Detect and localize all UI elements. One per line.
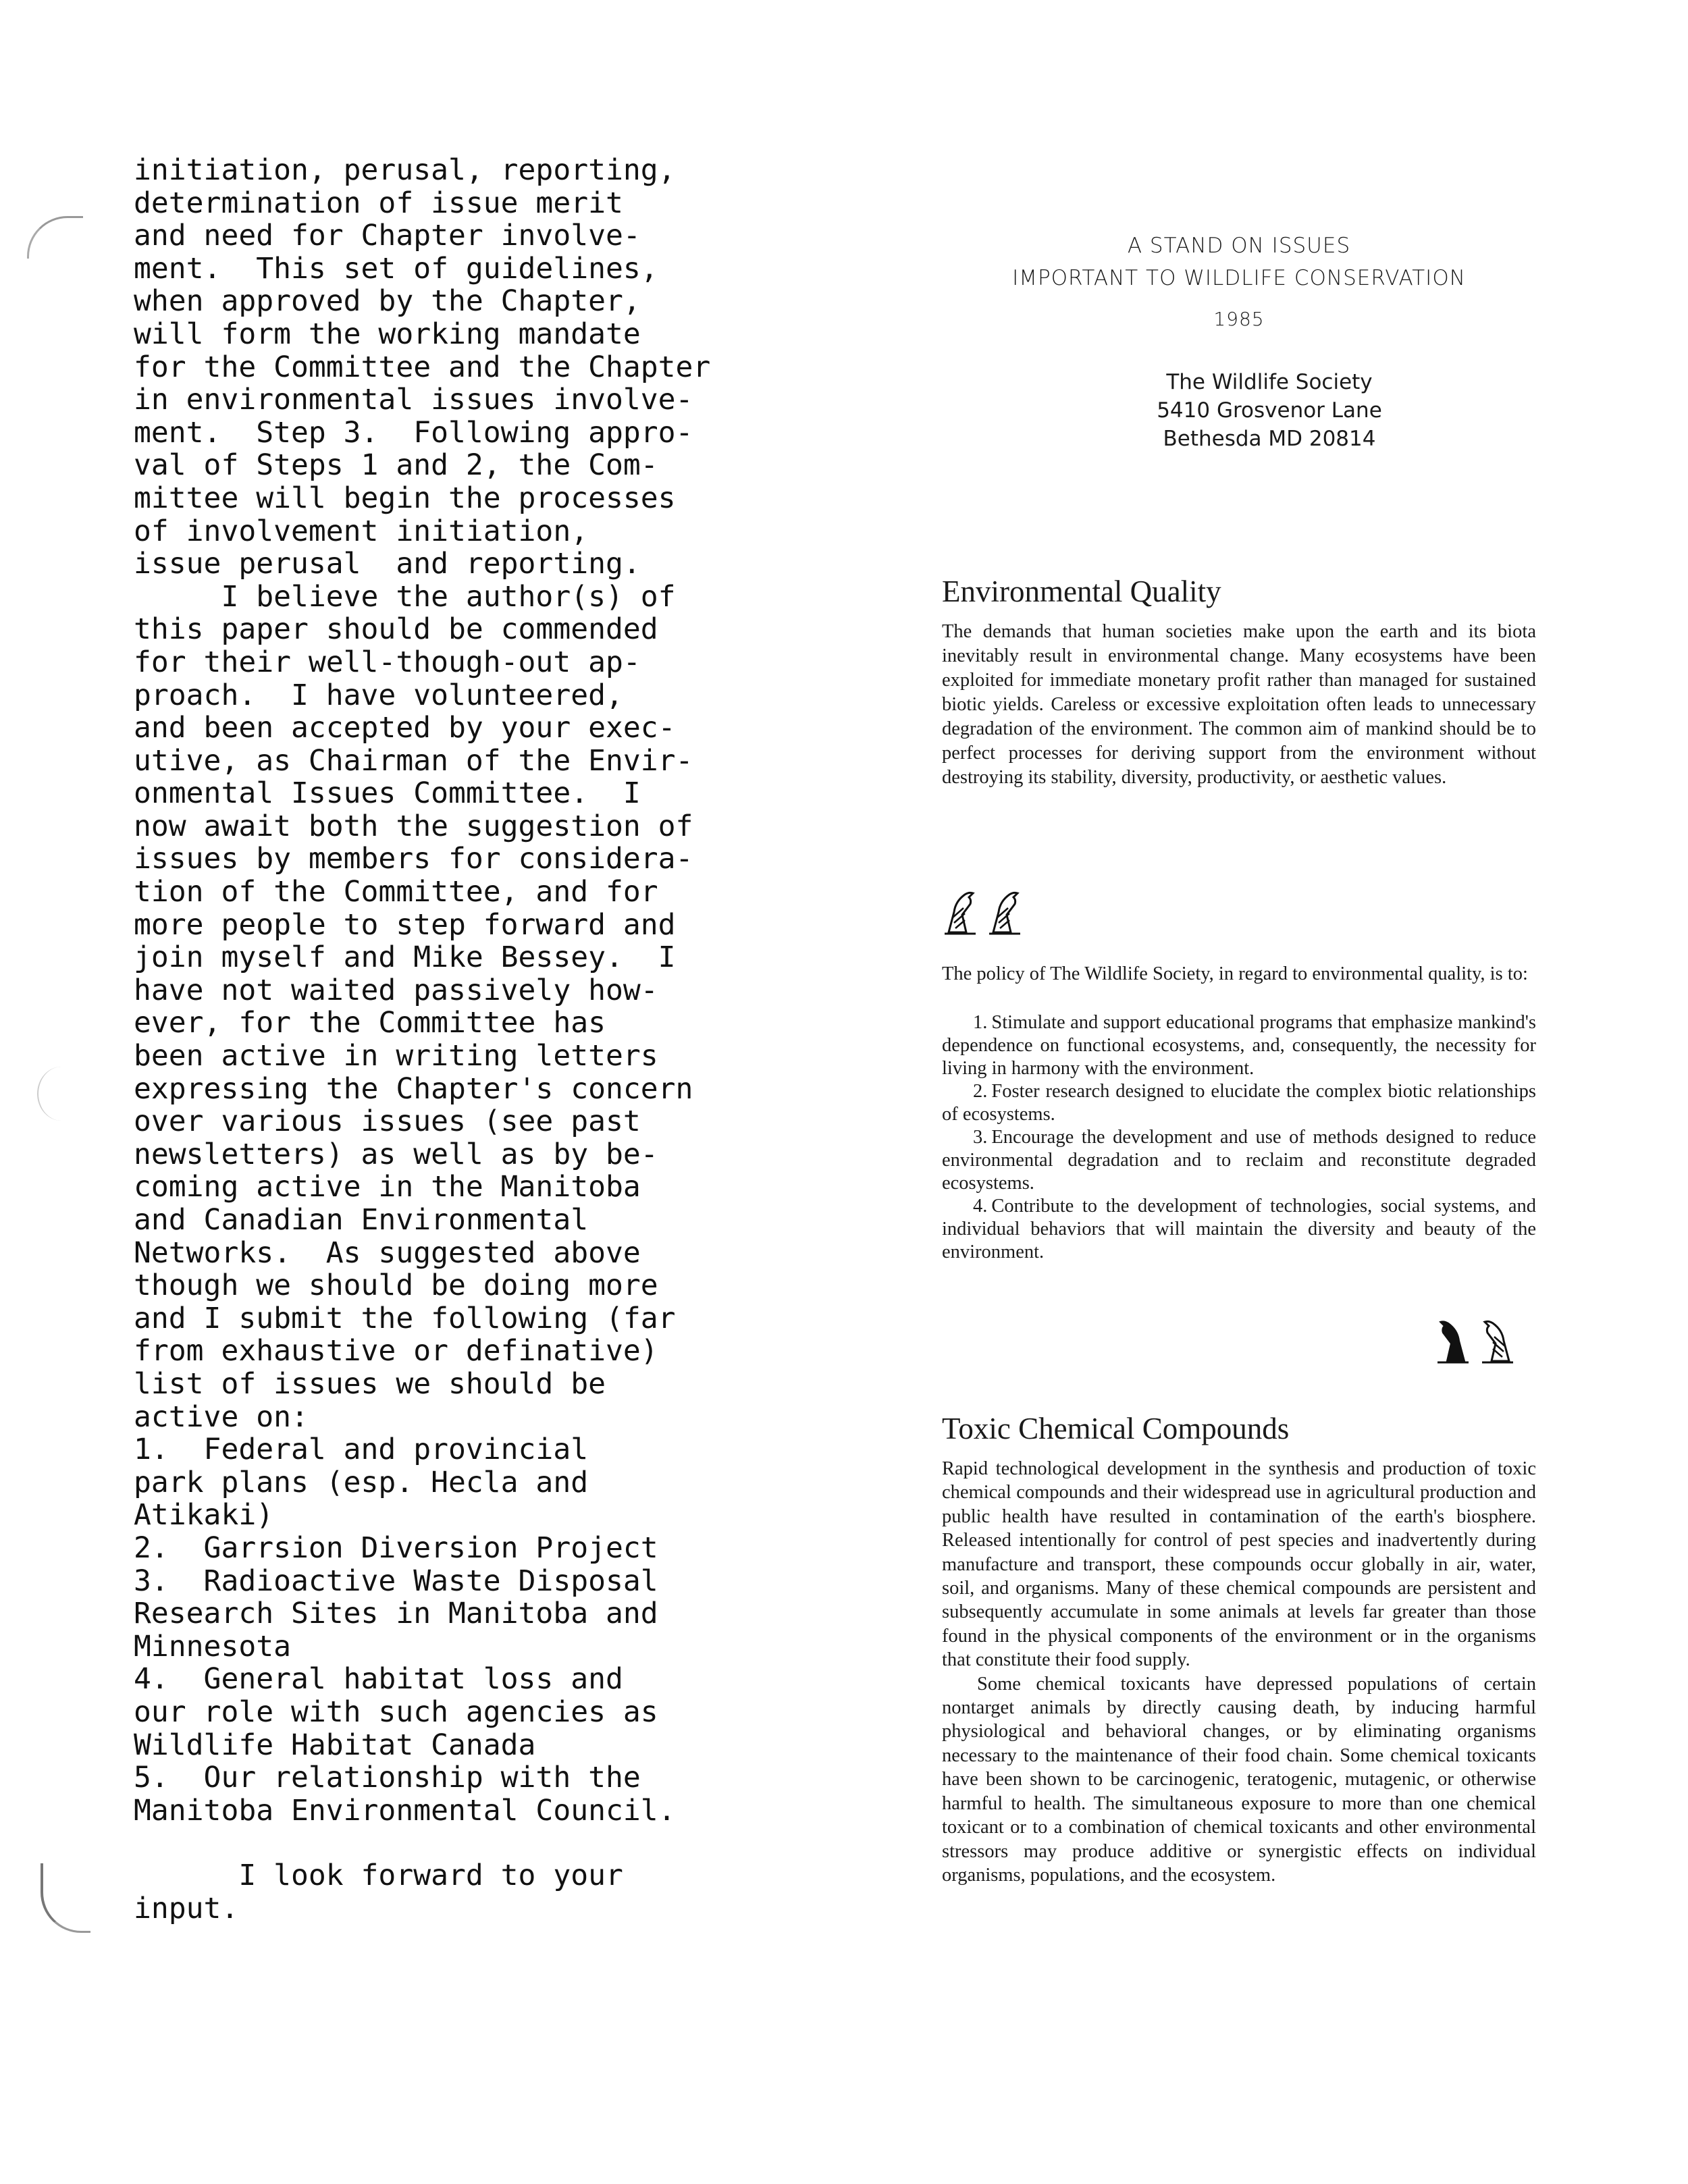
policy-item <box>942 1080 1536 1126</box>
letter-line: from exhaustive or definative) <box>134 1334 658 1368</box>
letter-line: over various issues (see past <box>134 1104 641 1139</box>
letter-line: for the Committee and the Chapter <box>134 350 711 384</box>
policy-item-text: Contribute to the development of technologies, social systems, and individual behaviors that will maintain the diversity and beauty of the environment. <box>942 1196 1536 1262</box>
letter-line: expressing the Chapter's concern <box>134 1071 693 1106</box>
masthead-line2: IMPORTANT TO WILDLIFE CONSERVATION <box>1012 266 1466 290</box>
letter-line: tion of the Committee, and for <box>134 875 658 909</box>
address-line: 5410 Grosvenor Lane <box>1157 398 1382 423</box>
letter-line: ment. Step 3. Following appro- <box>134 415 693 450</box>
letter-line: issues by members for considera- <box>134 842 693 876</box>
policy-intro: The policy of The Wildlife Society, in regard to environmental quality, is to: <box>942 963 1528 984</box>
letter-line: join myself and Mike Bessey. I <box>134 940 676 975</box>
letter-line: 2. Garrsion Diversion Project <box>134 1530 658 1565</box>
letter-line: onmental Issues Committee. I <box>134 776 641 811</box>
letter-line: list of issues we should be <box>134 1366 606 1401</box>
bird-logo-pair <box>942 888 1024 935</box>
letter-line: 5. Our relationship with the <box>134 1761 641 1795</box>
letter-column <box>134 154 822 1925</box>
letter-line: Research Sites in Manitoba and <box>134 1597 658 1631</box>
bird-logo-icon <box>986 888 1024 935</box>
letter-closing-line: input. <box>134 1891 239 1925</box>
address-line: The Wildlife Society <box>1166 370 1373 394</box>
letter-line: 3. Radioactive Waste Disposal <box>134 1564 658 1598</box>
letter-line: I believe the author(s) of <box>134 579 676 614</box>
letter-line: of involvement initiation, <box>134 514 589 548</box>
policy-item-number: 1. <box>973 1012 988 1033</box>
masthead <box>942 230 1536 330</box>
letter-line: and Canadian Environmental <box>134 1203 589 1237</box>
section-body-environmental-quality: The demands that human societies make upon the earth and its biota inevitably result in environmental change. Many ecosystems have been exploited for immediate monetary profit rather than managed for sustained biotic yields. Careless or excessive exploitation often leads to unnecessary degradation of the environment. The common aim of mankind should be to perfect processes for deriving support from the environment without destroying its stability, diversity, productivity, or aesthetic values. <box>942 621 1536 788</box>
letter-line: and I submit the following (far <box>134 1301 676 1335</box>
letter-line: coming active in the Manitoba <box>134 1170 641 1204</box>
policy-list <box>942 1011 1536 1264</box>
letter-line: for their well-though-out ap- <box>134 645 641 679</box>
letter-line: mittee will begin the processes <box>134 481 676 515</box>
letter-line: our role with such agencies as <box>134 1695 658 1729</box>
letter-line: will form the working mandate <box>134 317 641 351</box>
letter-line: Atikaki) <box>134 1498 274 1533</box>
letter-line: been active in writing letters <box>134 1039 658 1073</box>
section-body-toxic-para2: Some chemical toxicants have depressed populations of certain nontarget animals by directly causing death, by inducing harmful physiological and behavioral changes, or by eliminating organisms necessary to the maintenance of their food chain. Some chemical toxicants have been shown to be carcinogenic, teratogenic, mutagenic, or otherwise harmful to health. The simultaneous exposure to more than one chemical toxicant or to a combination of chemical toxicants and other environmental stressors may produce additive or synergistic effects on individual organisms, populations, and the ecosystem. <box>942 1673 1536 1886</box>
letter-line: have not waited passively how- <box>134 973 658 1007</box>
section-title-toxic-chemical-compounds: Toxic Chemical Compounds <box>942 1412 1290 1445</box>
letter-line: Wildlife Habitat Canada <box>134 1728 536 1762</box>
policy-item-text: Encourage the development and use of methods designed to reduce environmental degradation and to reclaim and reconstitute degraded ecosystems. <box>942 1127 1536 1194</box>
letter-line: in environmental issues involve- <box>134 383 693 417</box>
letter-closing <box>134 1859 822 1925</box>
letter-line: initiation, perusal, reporting, <box>134 153 676 187</box>
letter-line: Networks. As suggested above <box>134 1235 641 1270</box>
letter-line: and been accepted by your exec- <box>134 711 676 745</box>
section-body-toxic-para1: Rapid technological development in the synthesis and production of toxic chemical compounds and their widespread use in agricultural production and public health have resulted in contamination of the earth's biosphere. Released intentionally for control of pest species and inadvertently during manufacture and transport, these compounds occur globally in air, water, soil, and organisms. Many of these chemical compounds are persistent and subsequently accumulate in some animals at levels far greater than those found in the physical components of the environment or in the organisms that constitute their food supply. <box>942 1458 1536 1671</box>
letter-line: Manitoba Environmental Council. <box>134 1793 676 1828</box>
letter-line: now await both the suggestion of <box>134 809 693 843</box>
address-block <box>1003 368 1536 453</box>
punch-hole-mark <box>37 1067 86 1121</box>
letter-line: park plans (esp. Hecla and <box>134 1465 589 1499</box>
address-line: Bethesda MD 20814 <box>1163 427 1376 451</box>
letter-line: utive, as Chairman of the Envir- <box>134 743 693 778</box>
letter-line: ever, for the Committee has <box>134 1006 606 1040</box>
punch-hole-mark <box>41 1863 90 1933</box>
letter-line: 1. Federal and provincial <box>134 1433 589 1467</box>
bird-logo-pair <box>1433 1316 1516 1364</box>
letter-line: this paper should be commended <box>134 612 658 647</box>
bird-logo-icon <box>1433 1316 1471 1364</box>
letter-line: active on: <box>134 1400 309 1434</box>
letter-line: issue perusal and reporting. <box>134 547 641 581</box>
letter-line: ment. This set of guidelines, <box>134 251 658 286</box>
letter-body <box>134 154 822 1827</box>
bird-logo-icon <box>942 888 980 935</box>
punch-hole-mark <box>27 216 83 259</box>
letter-line: newsletters) as well as by be- <box>134 1137 658 1171</box>
policy-item-number: 2. <box>973 1081 988 1102</box>
policy-item-text: Stimulate and support educational programs that emphasize mankind's dependence on functional ecosystems, and, consequently, the necessity for living in harmony with the environment. <box>942 1012 1536 1079</box>
letter-line: determination of issue merit <box>134 186 623 220</box>
bird-logo-icon <box>1478 1316 1516 1364</box>
letter-line: more people to step forward and <box>134 907 676 942</box>
letter-line: when approved by the Chapter, <box>134 284 641 319</box>
letter-line: and need for Chapter involve- <box>134 219 641 253</box>
masthead-year: 1985 <box>1213 308 1265 330</box>
policy-item <box>942 1126 1536 1195</box>
policy-item-text: Foster research designed to elucidate the complex biotic relationships of ecosystems. <box>942 1081 1536 1125</box>
policy-item <box>942 1195 1536 1264</box>
letter-line: val of Steps 1 and 2, the Com- <box>134 448 658 483</box>
letter-closing-line: I look forward to your <box>134 1859 623 1893</box>
letter-line: 4. General habitat loss and <box>134 1662 623 1697</box>
brochure-column <box>942 230 1536 1886</box>
policy-item-number: 3. <box>973 1127 988 1148</box>
policy-item-number: 4. <box>973 1196 988 1217</box>
letter-line: though we should be doing more <box>134 1269 658 1303</box>
policy-item <box>942 1011 1536 1080</box>
letter-line: proach. I have volunteered, <box>134 678 623 712</box>
section-title-environmental-quality: Environmental Quality <box>942 575 1221 608</box>
masthead-line1: A STAND ON ISSUES <box>1127 234 1351 258</box>
letter-line: Minnesota <box>134 1629 291 1663</box>
